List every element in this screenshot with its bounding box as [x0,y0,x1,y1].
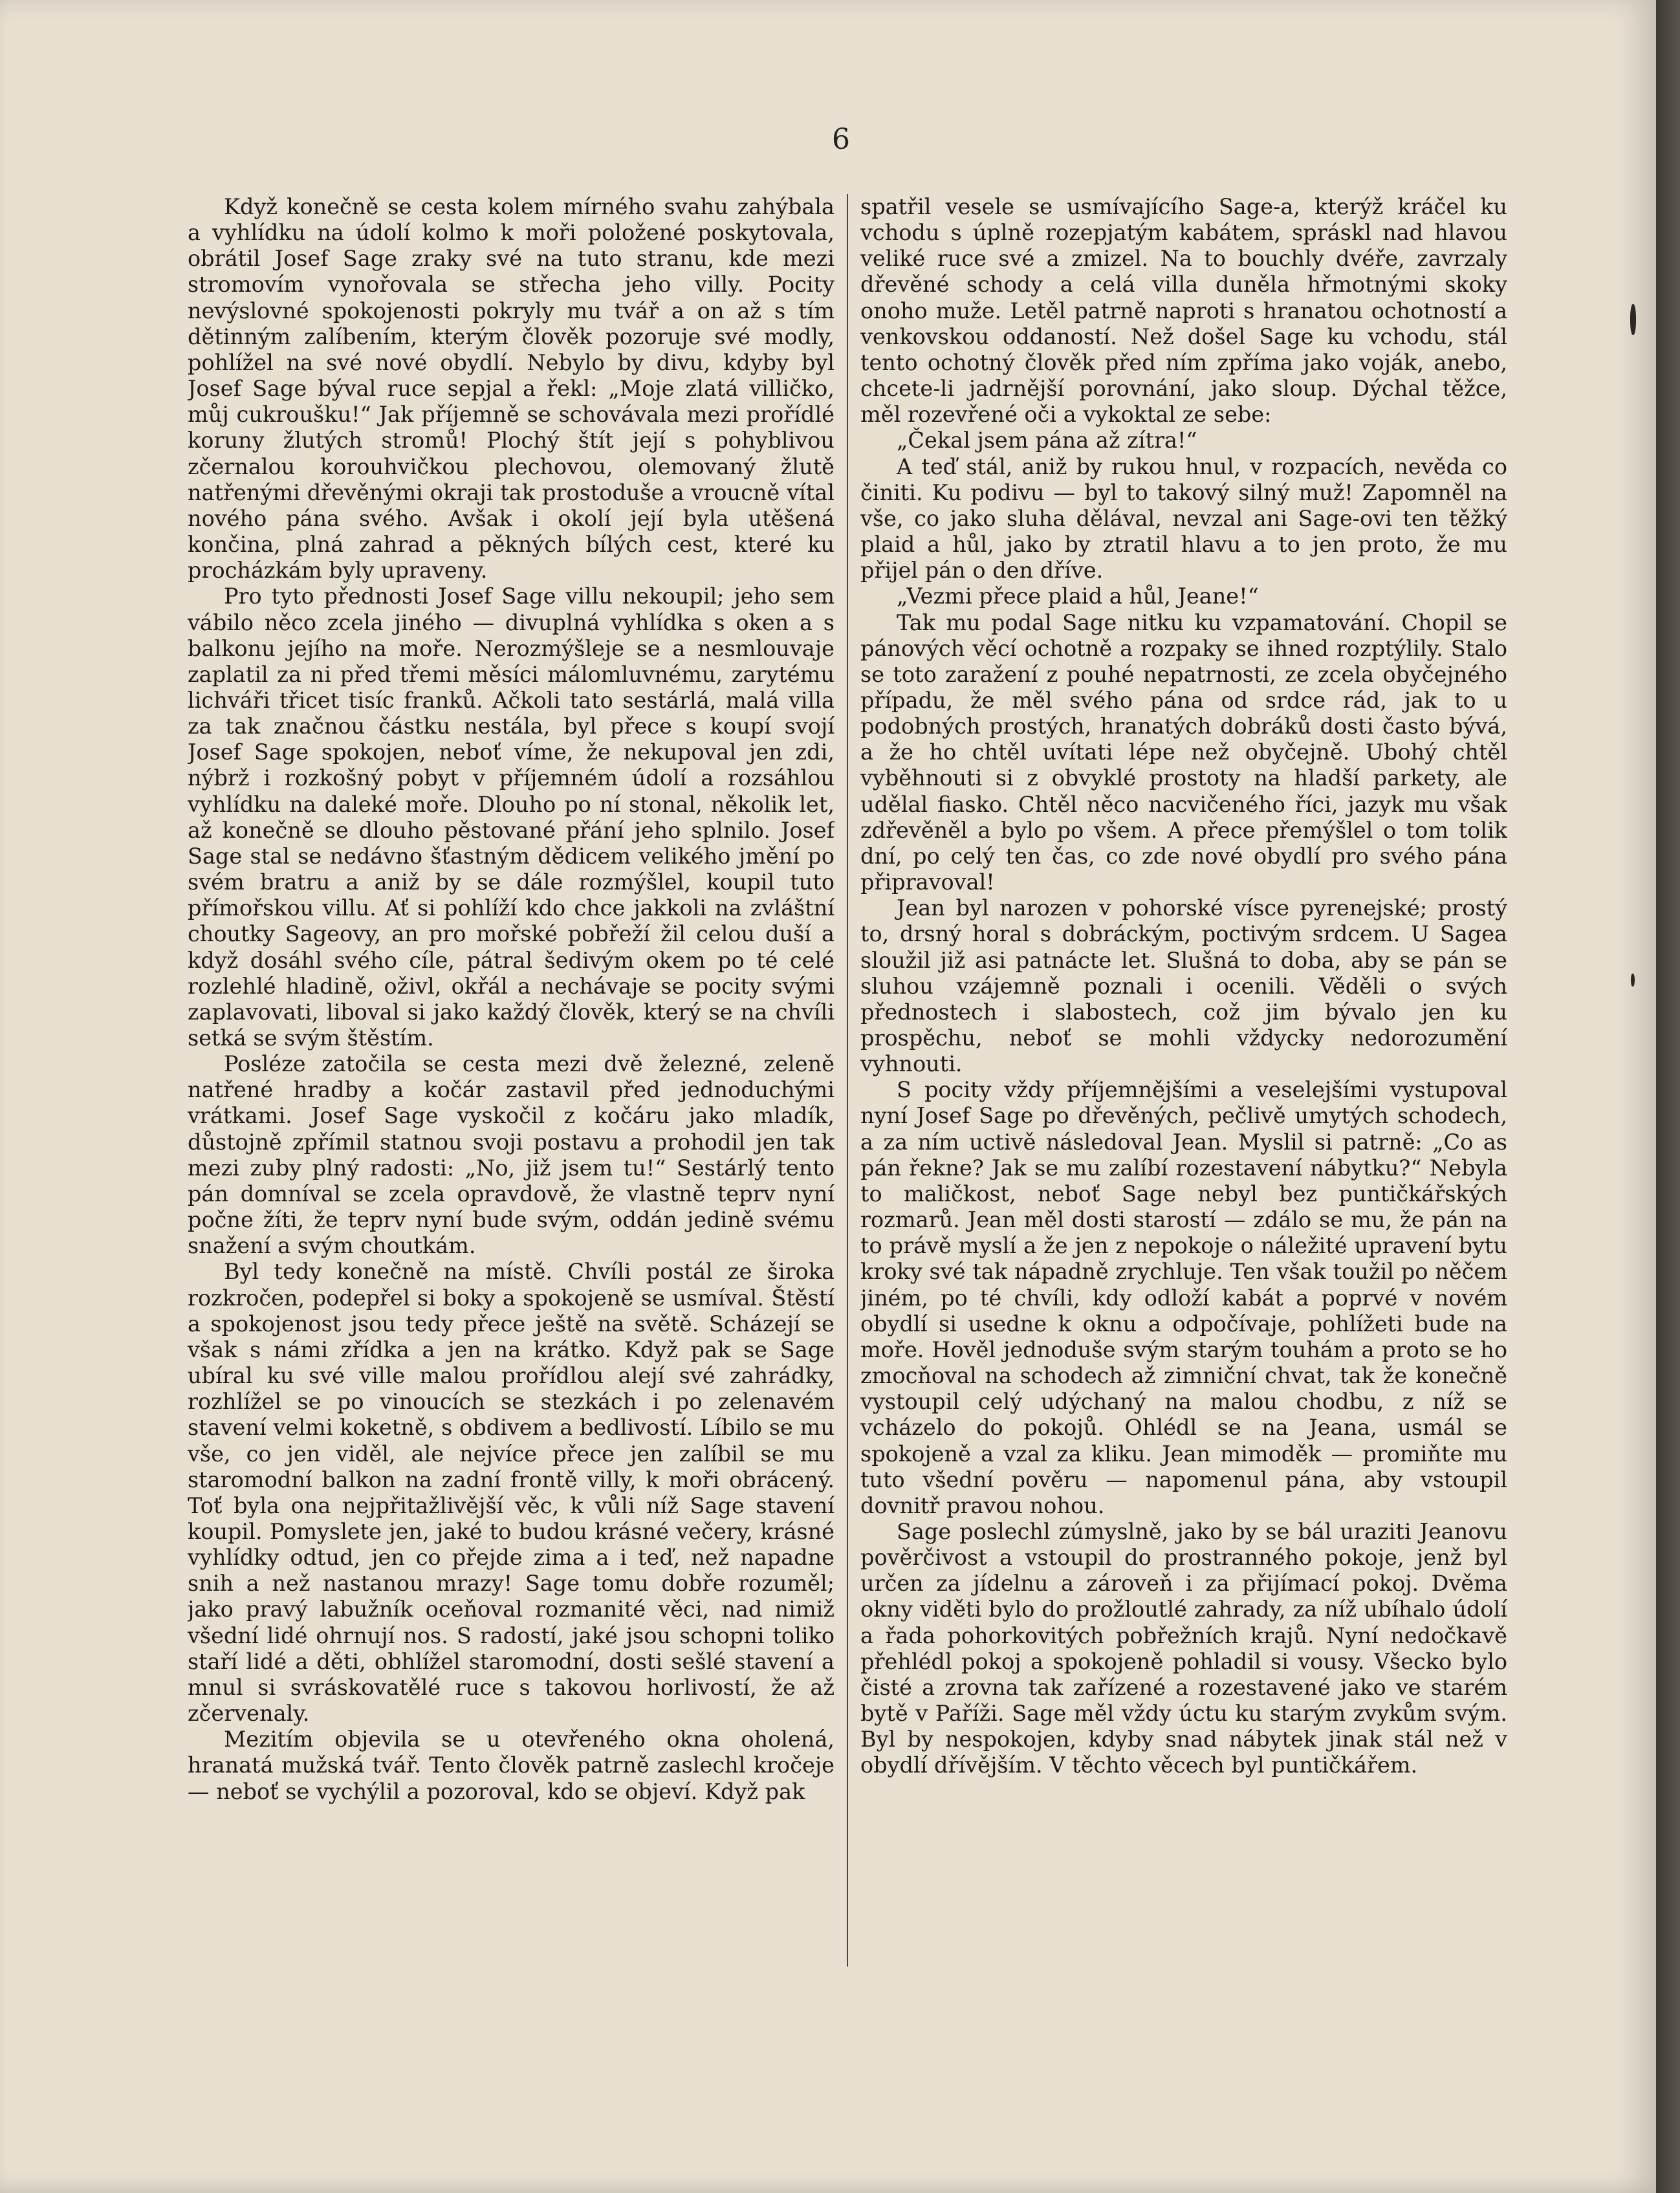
paragraph: Tak mu podal Sage nitku ku vzpamatování. Chopil se pánových věcí ochotně a rozpaky se ihned rozptýlily. Stalo se toto zaražení z pouhé nepatrnosti, ze zcela obyčejného případu, že měl svého pána od srdce rád, jak to u podobných prostých, hranatých dobráků dosti často bývá, a že ho chtěl uvítati lépe než obyčejně. Ubohý chtěl vyběhnouti si z obvyklé prostoty na hladší parkety, ale udělal fiasko. Chtěl něco nacvičeného říci, jazyk mu však zdřevěněl a bylo po všem. A přece přemýšlel o tom tolik dní, po celý ten čas, co zde nové obydlí pro svého pána připravoval! [860,609,1507,895]
paragraph-continued: spatřil vesele se usmívajícího Sage-a, kterýž kráčel ku vchodu s úplně rozepjatým kabátem, spráskl nad hlavou veliké ruce své a zmizel. Na to bouchly dvéře, zavrzaly dřevěné schody a celá villa duněla hřmotnými skoky onoho muže. Letěl patrně naproti s hranatou ochotností a venkovskou oddaností. Než došel Sage ku vchodu, stál tento ochotný člověk před ním zpříma jako voják, anebo, chcete-li jadrnější porovnání, jako sloup. Dýchal těžce, měl rozevřené oči a vykoktal ze sebe: [860,194,1507,428]
ink-mark [1631,974,1635,987]
page-edge [1656,0,1680,2193]
paragraph: Mezitím objevila se u otevřeného okna oholená, hranatá mužská tvář. Tento člověk patrně zaslechl kročeje — neboť se vychýlil a pozoroval, kdo se objeví. Když pak [188,1727,835,1804]
left-column [188,194,835,2005]
paragraph: Byl tedy konečně na místě. Chvíli postál ze široka rozkročen, podepřel si boky a spokojeně se usmíval. Štěstí a spokojenost jsou tedy přece ještě na světě. Scházejí se však s námi zřídka a jen na krátko. Když pak se Sage ubíral ku své ville malou prořídlou alejí své zahrádky, rozhlížel se po vinoucích se stezkách i po zelenavém stavení velmi koketně, s obdivem a bedlivostí. Líbilo se mu vše, co jen viděl, ale nejvíce přece jen zalíbil se mu staromodní balkon na zadní frontě villy, k moři obrácený. Toť byla ona nejpřitažlivější věc, k vůli níž Sage stavení koupil. Pomyslete jen, jaké to budou krásné večery, krásné vyhlídky odtud, jen co přejde zima a i teď, než napadne snih a než nastanou mrazy! Sage tomu dobře rozuměl; jako pravý labužník oceňoval rozmanité věci, nad nimiž všední lidé ohrnují nos. S radostí, jaké jsou schopni toliko staří lidé a děti, obhlížel staromodní, dosti sešlé stavení a mnul si svráskovatělé ruce s takovou horlivostí, že až zčervenaly. [188,1259,835,1727]
right-column [860,194,1507,2005]
paragraph: Posléze zatočila se cesta mezi dvě železné, zeleně natřené hradby a kočár zastavil před jednoduchými vrátkami. Josef Sage vyskočil z kočáru jako mladík, důstojně zpřímil statnou svoji postavu a prohodil jen tak mezi zuby plný radosti: „No, již jsem tu!“ Sestárlý tento pán domníval se zcela opravdově, že vlastně teprv nyní počne žíti, že teprv nyní bude svým, oddán jedině svému snažení a svým choutkám. [188,1051,835,1259]
paragraph: Sage poslechl zúmyslně, jako by se bál uraziti Jeanovu pověrčivost a vstoupil do prostranného pokoje, jenž byl určen za jídelnu a zároveň i za přijímací pokoj. Dvěma okny viděti bylo do prožloutlé zahrady, za níž ubíhalo údolí a řada pohorkovitých pobřežních krajů. Nyní nedočkavě přehlédl pokoj a spokojeně pohladil si vousy. Všecko bylo čisté a zrovna tak zařízené a rozestavené jako ve starém bytě v Paříži. Sage měl vždy úctu ku starým zvykům svým. Byl by nespokojen, kdyby snad nábytek jinak stál než v obydlí dřívějším. V těchto věcech byl puntičkářem. [860,1518,1507,1778]
paragraph: „Vezmi přece plaid a hůl, Jeane!“ [897,584,1259,609]
column-divider [847,194,848,1967]
paragraph: „Čekal jsem pána až zítra!“ [897,428,1197,453]
page-number: 6 [832,123,850,156]
paragraph: Jean byl narozen v pohorské vísce pyrenejské; prostý to, drsný horal s dobráckým, poctivým srdcem. U Sagea sloužil již asi patnácte let. Slušná to doba, aby se pán se sluhou vzájemně poznali i ocenili. Věděli o svých přednostech i slabostech, což jim bývalo jen ku prospěchu, neboť se mohli vždycky nedorozumění vyhnouti. [860,895,1507,1077]
paragraph: S pocity vždy příjemnějšími a veselejšími vystupoval nyní Josef Sage po dřevěných, pečlivě umytých schodech, a za ním uctivě následoval Jean. Myslil si patrně: „Co as pán řekne? Jak se mu zalíbí rozestavení nábytku?“ Nebyla to maličkost, neboť Sage nebyl bez puntičkářských rozmarů. Jean měl dosti starostí — zdálo se mu, že pán na to právě myslí a že jen z nepokoje o náležité upravení bytu kroky své tak nápadně zrychluje. Ten však toužil po něčem jiném, po té chvíli, kdy odloží kabát a poprvé v novém obydlí si usedne k oknu a odpočívaje, pohlížeti bude na moře. Hověl jednoduše svým starým touhám a proto se ho zmocňoval na schodech až zimniční chvat, tak že konečně vystoupil celý udýchaný na malou chodbu, z níž se vcházelo do pokojů. Ohlédl se na Jeana, usmál se spokojeně a vzal za kliku. Jean mimoděk — promiňte mu tuto všední pověru — napomenul pána, aby vstoupil dovnitř pravou nohou. [860,1077,1507,1518]
ink-mark [1630,304,1636,335]
paragraph: Když konečně se cesta kolem mírného svahu zahýbala a vyhlídku na údolí kolmo k moři položené poskytovala, obrátil Josef Sage zraky své na tuto stranu, kde mezi stromovím vynořovala se střecha jeho villy. Pocity nevýslovné spokojenosti pokryly mu tvář a on až s tím dětinným zalíbením, kterým člověk pozoruje své modly, pohlížel na své nové obydlí. Nebylo by divu, kdyby byl Josef Sage býval ruce sepjal a řekl: „Moje zlatá villičko, můj cukroušku!“ Jak příjemně se schovávala mezi prořídlé koruny žlutých stromů! Plochý štít její s pohyblivou zčernalou korouhvičkou plechovou, olemovaný žlutě natřenými dřevěnými okraji tak prostoduše a vroucně vítal nového pána svého. Avšak i okolí její byla utěšená končina, plná zahrad a pěkných bílých cest, které ku procházkám byly upraveny. [188,194,835,584]
paragraph: A teď stál, aniž by rukou hnul, v rozpacích, nevěda co činiti. Ku podivu — byl to takový silný muž! Zapomněl na vše, co jako sluha dělával, nevzal ani Sage-ovi ten těžký plaid a hůl, jako by ztratil hlavu a to jen proto, že mu přijel pán o den dříve. [860,453,1507,584]
paragraph: Pro tyto přednosti Josef Sage villu nekoupil; jeho sem vábilo něco zcela jiného — divuplná vyhlídka s oken a s balkonu jejího na moře. Nerozmýšleje se a nesmlouvaje zaplatil za ni před třemi měsíci málomluvnému, zarytému lichváři třicet tisíc franků. Ačkoli tato sestárlá, malá villa za tak značnou částku nestála, byl přece s koupí svojí Josef Sage spokojen, neboť víme, že nekupoval jen zdi, nýbrž i rozkošný pobyt v příjemném údolí a rozsáhlou vyhlídku na daleké moře. Dlouho po ní stonal, několik let, až konečně se dlouho pěstované přání jeho splnilo. Josef Sage stal se nedávno šťastným dědicem velikého jmění po svém bratru a aniž by se dále rozmýšlel, koupil tuto přímořskou villu. Ať si pohlíží kdo chce jakkoli na zvláštní choutky Sageovy, an pro mořské pobřeží žil celou duší a když dosáhl svého cíle, pátral šedivým okem po té celé rozlehlé hladině, oživl, okřál a nechávaje se pocity svými zaplavovati, liboval si jako každý člověk, který se na chvíli setká se svým štěstím. [188,584,835,1051]
